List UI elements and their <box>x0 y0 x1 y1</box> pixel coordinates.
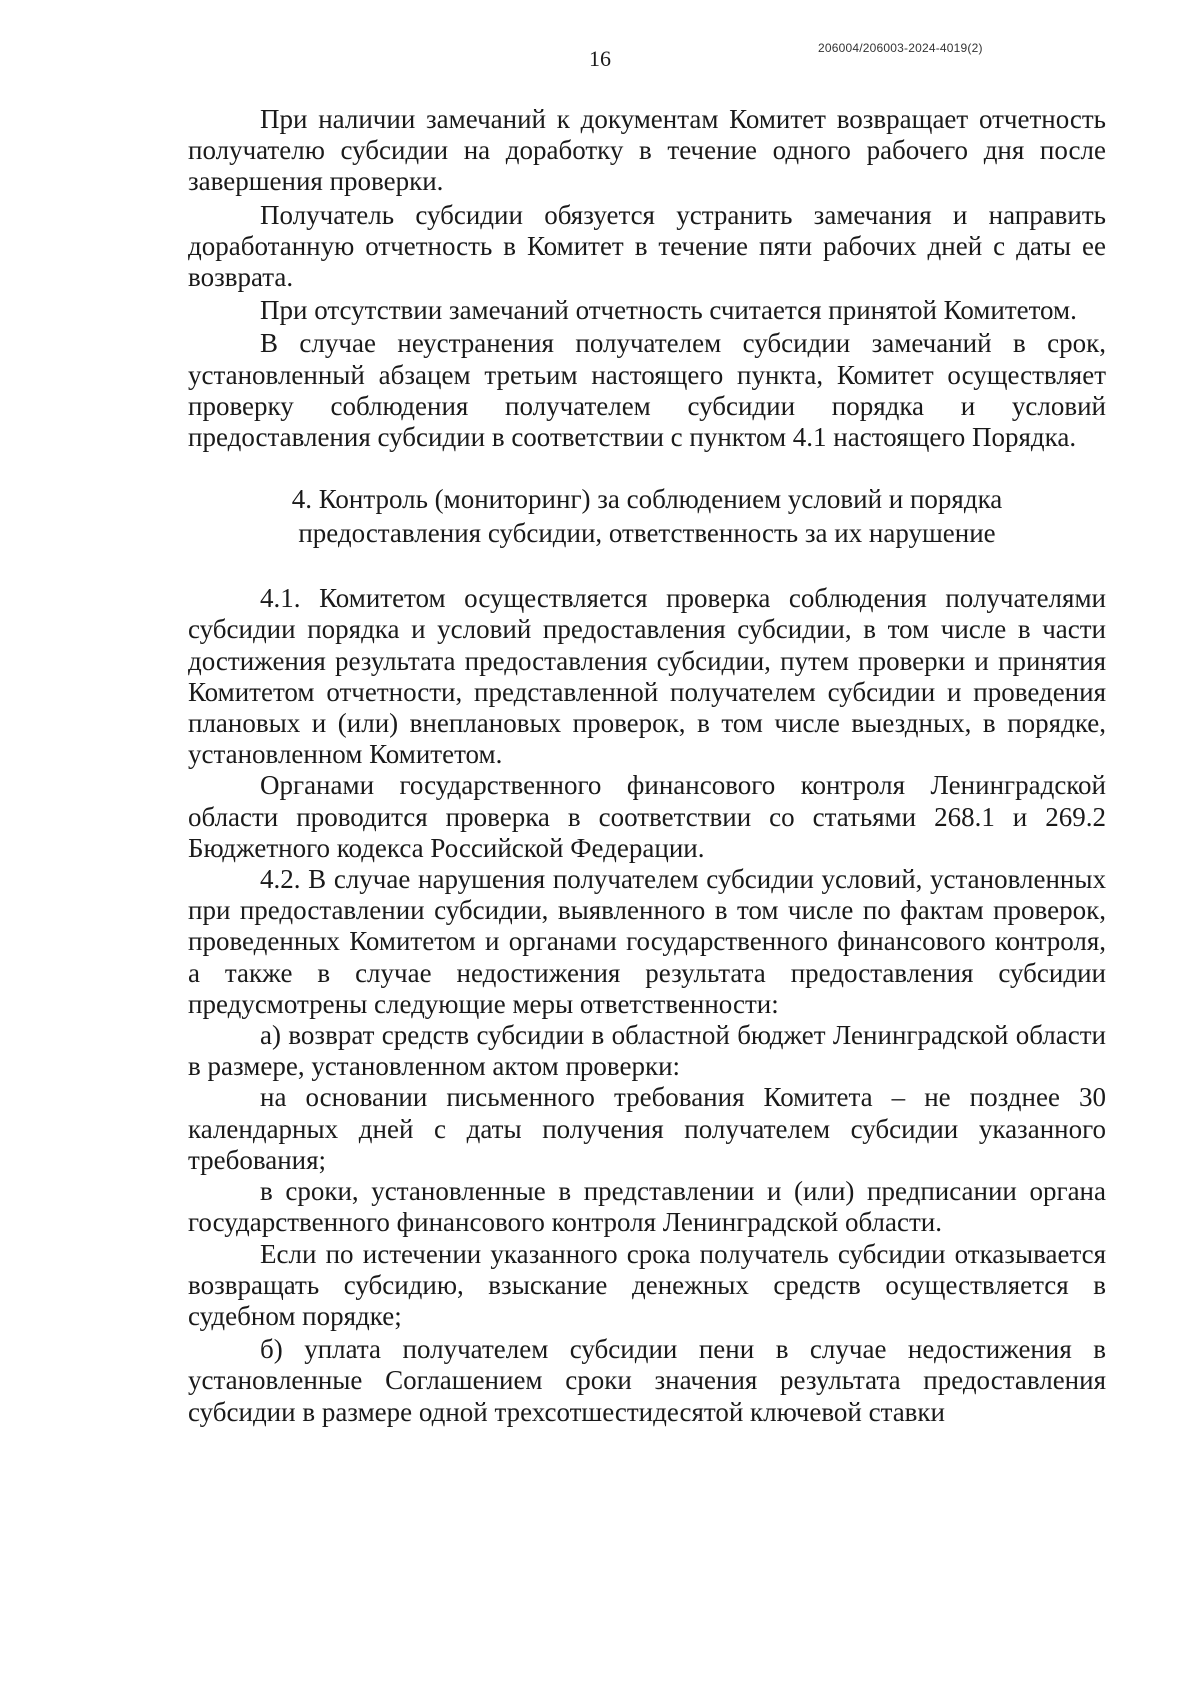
document-id: 206004/206003-2024-4019(2) <box>818 41 983 55</box>
paragraph-unresolved-remarks: В случае неустранения получателем субсидии замечаний в срок, установленный абзацем третьим настоящего пункта, Комитет осуществляет проверку соблюдения получателем субсидии порядка и условий предоставления субсидии в соответствии с пунктом 4.1 настоящего Порядка. <box>188 328 1106 453</box>
page-number: 16 <box>589 46 611 71</box>
document-body <box>188 104 1106 1428</box>
paragraph-item-a: а) возврат средств субсидии в областной бюджет Ленинградской области в размере, установленном актом проверки: <box>188 1020 1106 1082</box>
paragraph-written-demand: на основании письменного требования Комитета – не позднее 30 календарных дней с даты получения получателем субсидии указанного требования; <box>188 1082 1106 1175</box>
paragraph-no-remarks: При отсутствии замечаний отчетность считается принятой Комитетом. <box>260 295 1077 326</box>
section-heading-line-2: предоставления субсидии, ответственность за их нарушение <box>298 518 996 549</box>
paragraph-state-control: Органами государственного финансового контроля Ленинградской области проводится проверка в соответствии со статьями 268.1 и 269.2 Бюджетного кодекса Российской Федерации. <box>188 770 1106 863</box>
paragraph-remarks-return: При наличии замечаний к документам Комитет возвращает отчетность получателю субсидии на доработку в течение одного рабочего дня после завершения проверки. <box>188 104 1106 197</box>
paragraph-fix-remarks: Получатель субсидии обязуется устранить замечания и направить доработанную отчетность в Комитет в течение пяти рабочих дней с даты ее возврата. <box>188 199 1106 293</box>
section-heading-line-1: 4. Контроль (мониторинг) за соблюдением условий и порядка <box>291 484 1003 515</box>
paragraph-4-2: 4.2. В случае нарушения получателем субсидии условий, установленных при предоставлении субсидии, выявленного в том числе по фактам проверок, проведенных Комитетом и органами государственного финансового контроля, а также в случае недостижения результата предоставления субсидии предусмотрены следующие меры ответственности: <box>188 864 1106 1019</box>
section-heading <box>188 482 1106 550</box>
paragraph-4-1: 4.1. Комитетом осуществляется проверка соблюдения получателями субсидии порядка и условий предоставления субсидии, в том числе в части достижения результата предоставления субсидии, путем проверки и принятия Комитетом отчетности, представленной получателем субсидии и проведения плановых и (или) внеплановых проверок, в том числе выездных, в порядке, установленном Комитетом. <box>188 583 1106 770</box>
paragraph-item-b: б) уплата получателем субсидии пени в случае недостижения в установленные Соглашением сроки значения результата предоставления субсидии в размере одной трехсотшестидесятой ключевой ставки <box>188 1334 1106 1427</box>
paragraph-court-recovery: Если по истечении указанного срока получатель субсидии отказывается возвращать субсидию, взыскание денежных средств осуществляется в судебном порядке; <box>188 1238 1106 1331</box>
paragraph-order-deadlines: в сроки, установленные в представлении и (или) предписании органа государственного финансового контроля Ленинградской области. <box>188 1176 1106 1238</box>
